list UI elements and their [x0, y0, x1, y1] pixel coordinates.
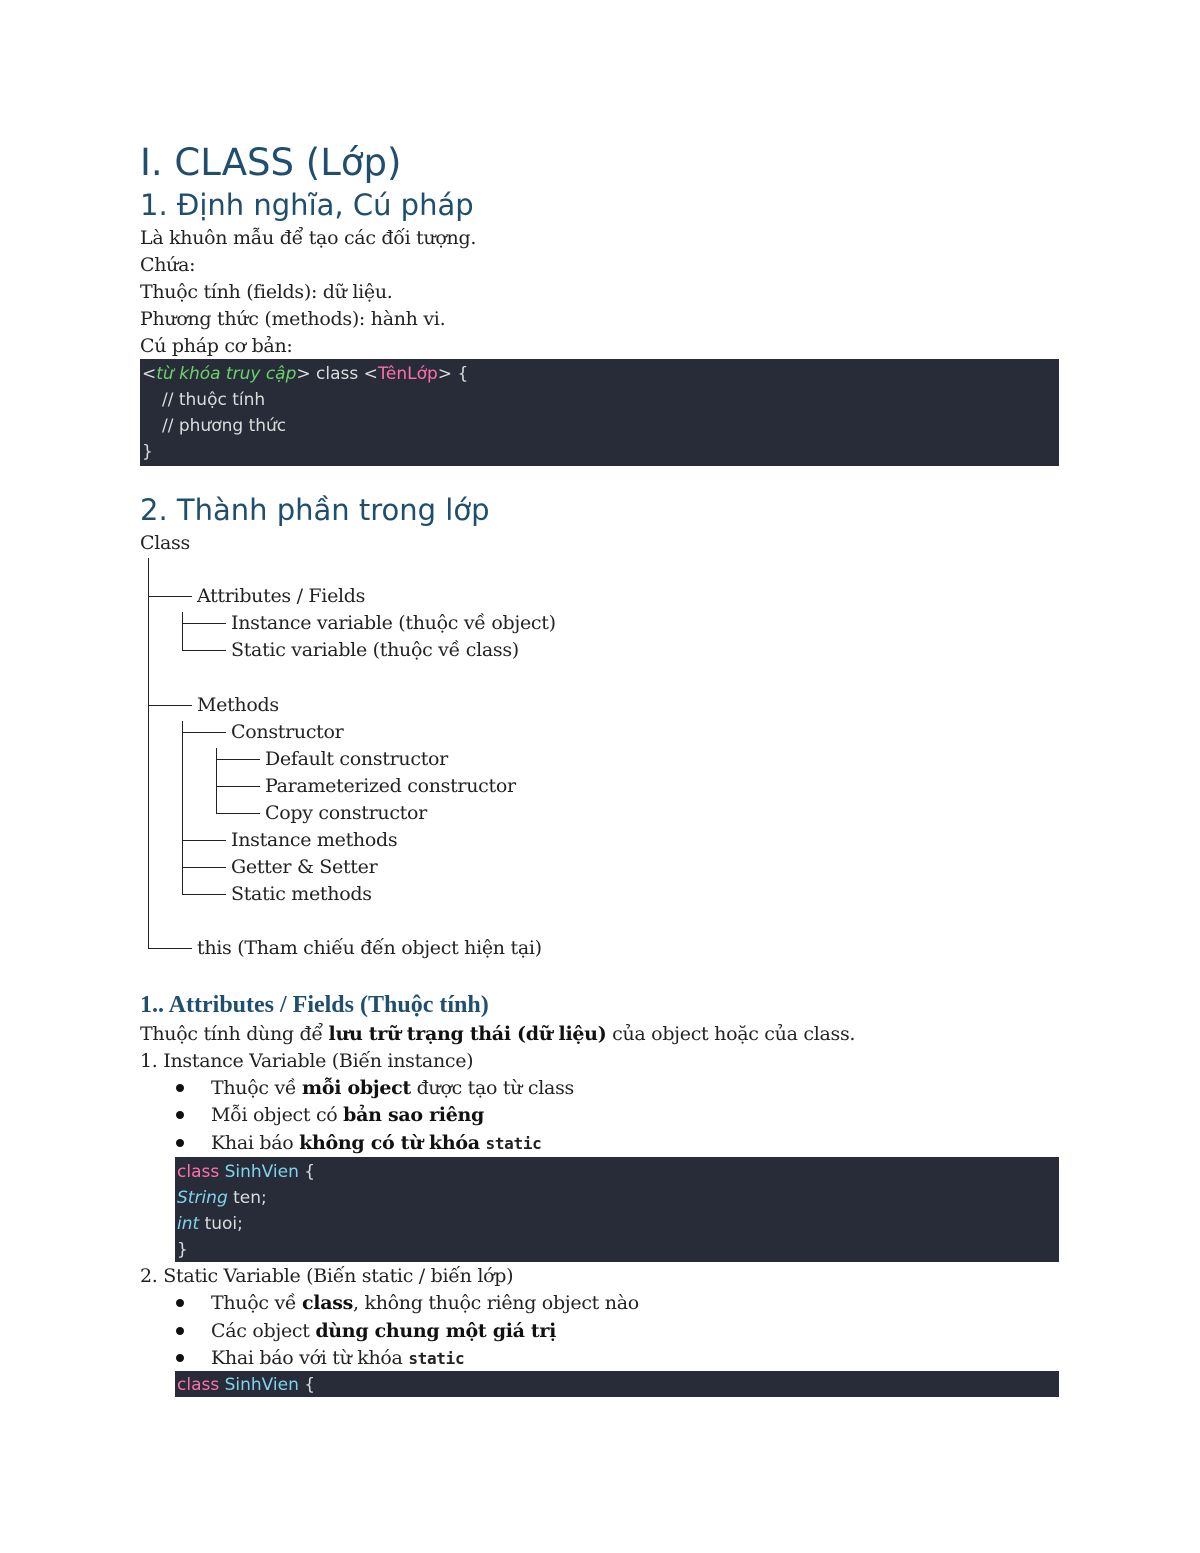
inline-code: static [408, 1349, 465, 1368]
tree-branch-line [216, 813, 260, 814]
inline-code: static [485, 1134, 542, 1153]
code-line: class SinhVien { [177, 1162, 316, 1182]
tree-trunk-line [182, 721, 183, 894]
tree-node-copy-constructor: Copy constructor [265, 802, 427, 824]
bullet-item: Các object dùng chung một giá trị [211, 1320, 557, 1342]
bullet-dot [176, 1111, 184, 1119]
bullet-dot [176, 1084, 184, 1092]
bullet-dot [176, 1139, 184, 1147]
tree-node-instance-methods: Instance methods [231, 829, 398, 851]
tree-branch-line [148, 596, 192, 597]
tree-trunk-line [182, 612, 183, 650]
paragraph-line: Là khuôn mẫu để tạo các đối tượng. [140, 227, 477, 249]
tree-node-static-variable: Static variable (thuộc về class) [231, 639, 519, 661]
tree-node-attributes: Attributes / Fields [197, 585, 366, 607]
tree-branch-line [148, 705, 192, 706]
tree-node-methods: Methods [197, 694, 279, 716]
tree-branch-line [182, 650, 226, 651]
tree-node-instance-variable: Instance variable (thuộc về object) [231, 612, 556, 634]
paragraph-line: Cú pháp cơ bản: [140, 335, 293, 357]
tree-node-getter-setter: Getter & Setter [231, 856, 378, 878]
tree-node-default-constructor: Default constructor [265, 748, 448, 770]
tree-branch-line [182, 867, 226, 868]
tree-node-this: this (Tham chiếu đến object hiện tại) [197, 937, 542, 959]
bullet-item: Mỗi object có bản sao riêng [211, 1104, 485, 1126]
bullet-dot [176, 1327, 184, 1335]
code-block-instance-variable [175, 1157, 1059, 1262]
section-heading-definition: 1. Định nghĩa, Cú pháp [140, 188, 474, 222]
code-block-static-variable [175, 1371, 1059, 1397]
tree-root: Class [140, 532, 190, 554]
code-line: String ten; [177, 1188, 267, 1208]
section-heading-components: 2. Thành phần trong lớp [140, 493, 490, 527]
tree-branch-line [148, 948, 192, 949]
code-line: <từ khóa truy cập> class <TênLớp> { [142, 364, 469, 384]
code-comment: // phương thức [162, 416, 287, 436]
bullet-item: Thuộc về mỗi object được tạo từ class [211, 1077, 574, 1099]
tree-branch-line [216, 759, 260, 760]
code-line: } [177, 1240, 188, 1260]
code-line: class SinhVien { [177, 1375, 316, 1395]
page-title: I. CLASS (Lớp) [140, 141, 402, 184]
paragraph-line: Phương thức (methods): hành vi. [140, 308, 446, 330]
subsection-title-instance: 1. Instance Variable (Biến instance) [140, 1050, 474, 1072]
bullet-item: Khai báo với từ khóa static [211, 1347, 465, 1369]
tree-node-parameterized-constructor: Parameterized constructor [265, 775, 516, 797]
section-heading-attributes: 1.. Attributes / Fields (Thuộc tính) [140, 992, 489, 1018]
bullet-dot [176, 1299, 184, 1307]
paragraph-line: Thuộc tính (fields): dữ liệu. [140, 281, 393, 303]
tree-node-constructor: Constructor [231, 721, 344, 743]
code-comment: // thuộc tính [162, 390, 266, 410]
code-class-name: TênLớp [377, 364, 438, 384]
subsection-title-static: 2. Static Variable (Biến static / biến lớp) [140, 1265, 514, 1287]
tree-branch-line [182, 840, 226, 841]
tree-branch-line [182, 894, 226, 895]
bullet-item: Thuộc về class, không thuộc riêng object nào [211, 1292, 639, 1314]
code-access-keyword: từ khóa truy cập [156, 364, 297, 384]
tree-trunk-line [148, 558, 149, 948]
tree-branch-line [216, 786, 260, 787]
paragraph-intro: Thuộc tính dùng để lưu trữ trạng thái (dữ liệu) của object hoặc của class. [140, 1023, 856, 1045]
paragraph-line: Chứa: [140, 254, 196, 276]
code-line: } [142, 442, 153, 462]
tree-trunk-line [216, 748, 217, 813]
tree-node-static-methods: Static methods [231, 883, 372, 905]
code-block-syntax [140, 359, 1059, 466]
code-line: int tuoi; [177, 1214, 243, 1234]
bullet-dot [176, 1354, 184, 1362]
tree-branch-line [182, 732, 226, 733]
bullet-item: Khai báo không có từ khóa static [211, 1132, 542, 1154]
tree-branch-line [182, 623, 226, 624]
